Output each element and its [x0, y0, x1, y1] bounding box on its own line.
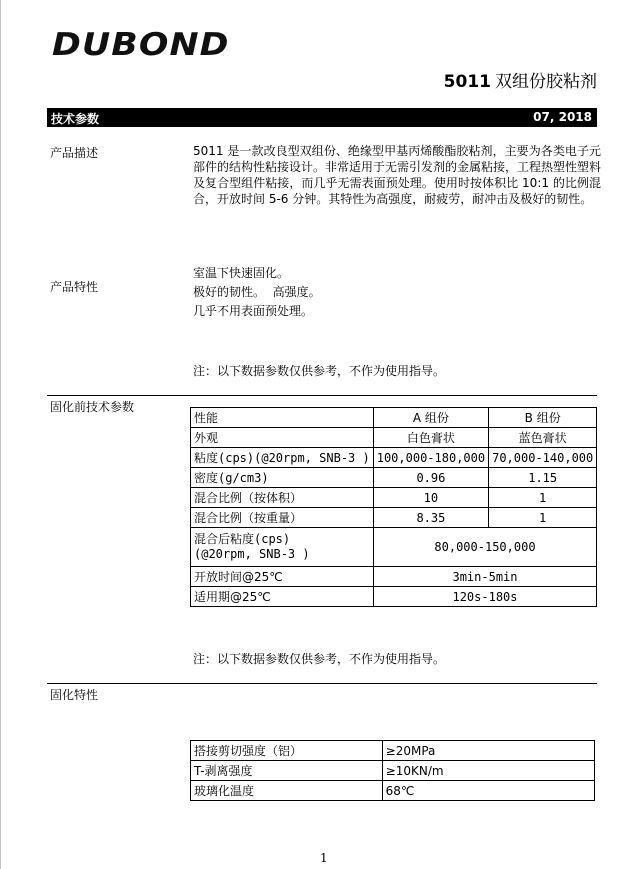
page-number: 1	[320, 851, 328, 865]
mixed-viscosity-label: 混合后粘度(cps)	[194, 532, 291, 546]
features-label: 产品特性	[50, 280, 99, 294]
feature-item: 几乎不用表面预处理。	[193, 304, 314, 318]
table-row	[191, 587, 597, 607]
row-property: 适用期@25℃	[191, 587, 374, 607]
pot-life-value: 120s-180s	[373, 587, 597, 607]
row-value-a: 0.96	[373, 468, 488, 488]
pre-cure-table	[190, 407, 597, 607]
row-value-b: 1.15	[489, 468, 597, 488]
description-text: 5011 是一款改良型双组份、绝缘型甲基丙烯酸酯胶粘剂，主要为各类电子元部件的结构性粘接设计。非常适用于无需引发剂的金属粘接，工程热塑性塑料及复合型组件粘接，而几乎无需表面预处理。使用时按体积比 10:1 的比例混合，开放时间 5-6 分钟。其特性为高强度，耐疲劳，耐冲击及极好的韧性。	[193, 144, 602, 206]
divider	[47, 683, 597, 684]
row-property: 搭接剪切强度（铝）	[191, 741, 383, 761]
pre-cure-label: 固化前技术参数	[50, 400, 135, 414]
row-property: 粘度(cps)(@20rpm, SNB-3 )	[191, 448, 374, 468]
table-row	[191, 781, 595, 801]
document-date: 07, 2018	[533, 110, 592, 124]
table-row	[191, 567, 597, 587]
row-value: ≥10KN/m	[382, 761, 594, 781]
open-time-value: 3min-5min	[373, 567, 597, 587]
row-property: 玻璃化温度	[191, 781, 383, 801]
section-title: 技术参数	[51, 112, 100, 126]
row-value-a: 10	[373, 488, 488, 508]
note-text: 注：以下数据参数仅供参考，不作为使用指导。	[193, 652, 446, 666]
row-property: 开放时间@25℃	[191, 567, 374, 587]
document-title	[444, 67, 597, 92]
row-value-b: 1	[489, 488, 597, 508]
row-value-a: 100,000-180,000	[373, 448, 488, 468]
table-header-row	[191, 408, 597, 428]
note-text: 注：以下数据参数仅供参考，不作为使用指导。	[193, 364, 446, 378]
features-list	[193, 264, 321, 321]
row-value-a: 8.35	[373, 508, 488, 528]
product-code: 5011	[443, 72, 491, 92]
row-value-a: 白色膏状	[373, 428, 488, 448]
mixed-viscosity-value: 80,000-150,000	[373, 528, 597, 567]
header-component-b: B 组份	[489, 408, 597, 428]
row-value: 68℃	[382, 781, 594, 801]
row-value-b: 1	[489, 508, 597, 528]
page-left-edge	[0, 0, 1, 869]
feature-item: 室温下快速固化。	[193, 266, 290, 280]
row-property: 混合比例（按重量）	[191, 508, 374, 528]
header-property: 性能	[191, 408, 374, 428]
row-property: T-剥离强度	[191, 761, 383, 781]
row-value-b: 蓝色膏状	[489, 428, 597, 448]
mixed-viscosity-condition: (@20rpm, SNB-3 )	[194, 547, 310, 561]
table-row	[191, 448, 597, 468]
table-row	[191, 428, 597, 448]
row-property: 混合比例（按体积）	[191, 488, 374, 508]
row-property: 外观	[191, 428, 374, 448]
dubond-logo: DUBOND	[52, 27, 230, 63]
table-row	[191, 488, 597, 508]
description-label: 产品描述	[50, 146, 99, 160]
table-row	[191, 468, 597, 488]
table-row	[191, 741, 595, 761]
divider	[47, 395, 597, 396]
row-property: 密度(g/cm3)	[191, 468, 374, 488]
header-component-a: A 组份	[373, 408, 488, 428]
table-row	[191, 528, 597, 567]
cure-label: 固化特性	[50, 688, 99, 702]
row-value: ≥20MPa	[382, 741, 594, 761]
table-row	[191, 508, 597, 528]
table-row	[191, 761, 595, 781]
row-property	[191, 528, 374, 567]
row-value-b: 70,000-140,000	[489, 448, 597, 468]
section-header-bar	[47, 108, 597, 127]
product-name: 双组份胶粘剂	[495, 72, 597, 92]
cure-table	[190, 740, 595, 801]
feature-item: 极好的韧性。 高强度。	[193, 285, 321, 299]
